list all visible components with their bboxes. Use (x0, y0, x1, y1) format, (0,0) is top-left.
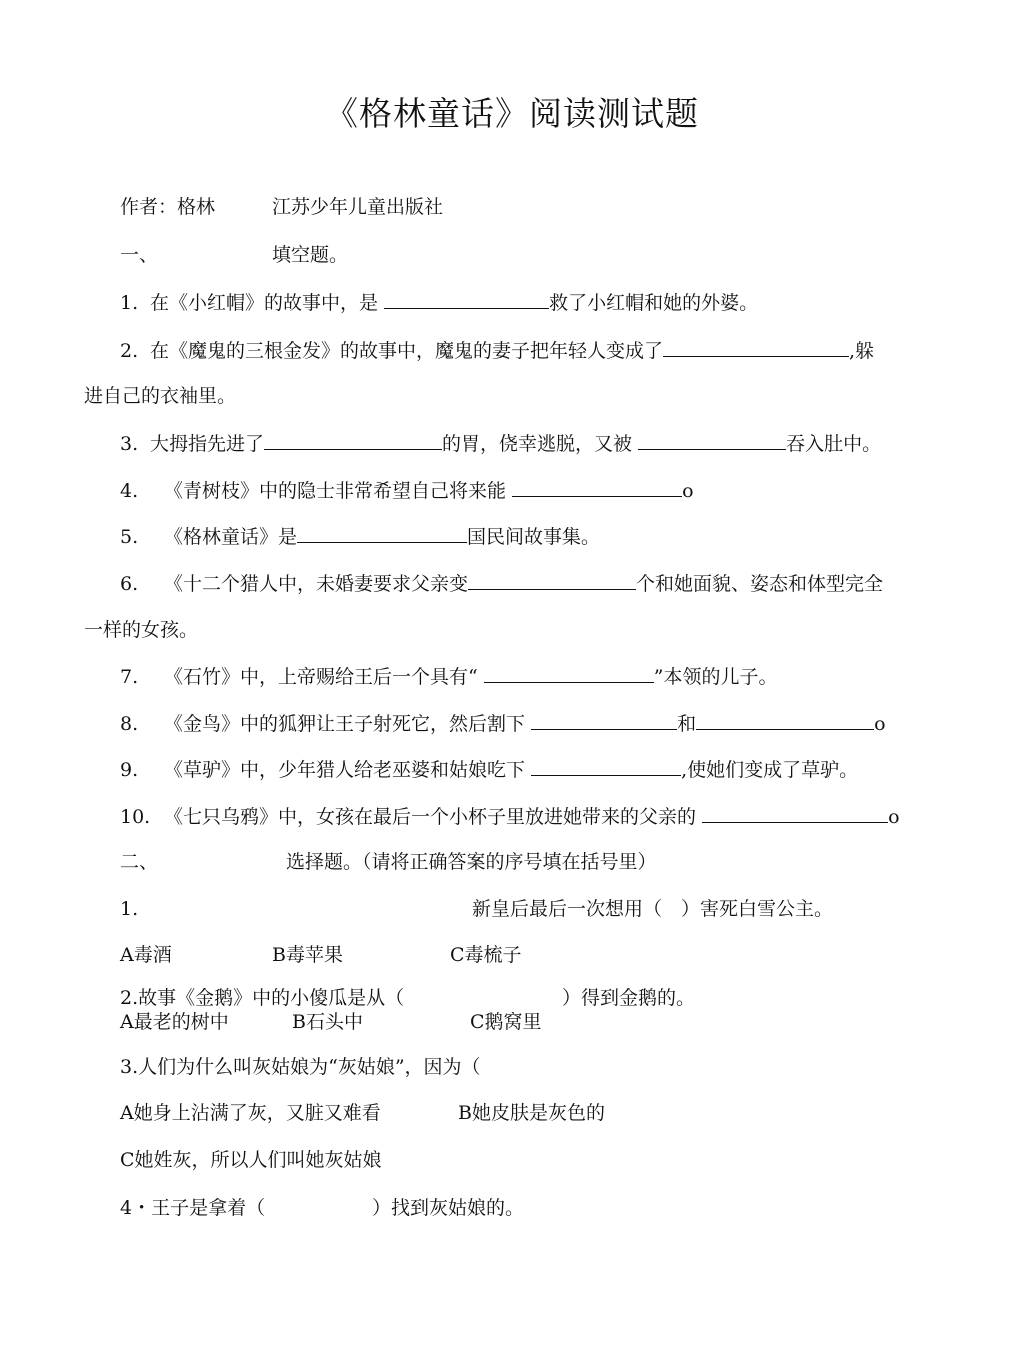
choice-option-b: B石头中 (292, 1011, 363, 1033)
choice-question-1-number: 1. (120, 898, 139, 920)
question-continuation: 一样的女孩。 (84, 619, 199, 641)
choice-question-2-text: 2.故事《金鹅》中的小傻瓜是从（ (120, 987, 405, 1009)
choice-question-4-text: 4・王子是拿着（ (120, 1197, 266, 1219)
question-text: o (874, 713, 886, 735)
question-text: 《石竹》中，上帝赐给王后一个具有“ (164, 666, 478, 688)
answer-blank[interactable] (512, 478, 682, 497)
question-text: 《十二个猎人中，未婚妻要求父亲变 (164, 573, 469, 595)
question-text: 《格林童话》是 (164, 526, 298, 548)
question-number: 6. (120, 573, 139, 595)
question-number: 9. (120, 759, 139, 781)
section-2-number: 二、 (120, 851, 159, 873)
answer-blank[interactable] (384, 290, 549, 309)
answer-blank[interactable] (531, 711, 677, 730)
section-2-title: 选择题。（请将正确答案的序号填在括号里） (286, 851, 657, 873)
question-number: 8. (120, 713, 139, 735)
question-text: ”本领的儿子。 (653, 666, 778, 688)
fill-question-4 (120, 478, 694, 503)
answer-blank[interactable] (702, 804, 888, 823)
question-text: 《七只乌鸦》中，女孩在最后一个小杯子里放进她带来的父亲的 (164, 806, 697, 828)
section-1-title: 填空题。 (272, 244, 349, 266)
fill-question-2 (120, 338, 874, 363)
author-label: 作者：格林 (120, 196, 216, 218)
publisher: 江苏少年儿童出版社 (272, 196, 444, 218)
question-text: o (888, 806, 900, 828)
choice-option-a: A最老的树中 (120, 1011, 229, 1033)
fill-question-1 (120, 290, 758, 315)
fill-question-10 (120, 804, 900, 829)
answer-blank[interactable] (696, 711, 874, 730)
question-number: 4. (120, 480, 139, 502)
question-number: 5. (120, 526, 139, 548)
page-title: 《格林童话》阅读测试题 (325, 94, 699, 133)
question-text: 大拇指先进了 (150, 433, 265, 455)
question-number: 10. (120, 806, 151, 828)
fill-question-9 (120, 757, 858, 782)
question-text: 个和她面貌、姿态和体型完全 (636, 573, 884, 595)
fill-question-6 (120, 571, 883, 596)
question-number: 1. (120, 292, 139, 314)
question-number: 3. (120, 433, 139, 455)
question-continuation: 进自己的衣袖里。 (84, 385, 237, 407)
question-text: 《金鸟》中的狐狎让王子射死它，然后割下 (164, 713, 526, 735)
question-text: 在《小红帽》的故事中，是 (150, 292, 379, 314)
choice-option-a: A她身上沾满了灰，又脏又难看 (120, 1102, 381, 1124)
question-text: 的胃，侥幸逃脱，又被 (442, 433, 633, 455)
answer-blank[interactable] (663, 338, 849, 357)
choice-option-c: C她姓灰，所以人们叫她灰姑娘 (120, 1149, 382, 1171)
question-text: 国民间故事集。 (467, 526, 601, 548)
question-text: 在《魔鬼的三根金发》的故事中，魔鬼的妻子把年轻人变成了 (150, 340, 664, 362)
choice-question-1-text: 新皇后最后一次想用（ ）害死白雪公主。 (472, 898, 834, 920)
choice-option-a: A毒酒 (120, 944, 172, 966)
answer-blank[interactable] (468, 571, 636, 590)
choice-question-3-text: 3.人们为什么叫灰姑娘为“灰姑娘”，因为（ (120, 1056, 481, 1078)
choice-option-b: B她皮肤是灰色的 (458, 1102, 605, 1124)
fill-question-3 (120, 431, 881, 456)
question-text: 吞入肚中。 (786, 433, 882, 455)
question-text: o (682, 480, 694, 502)
question-text: ,躲 (849, 340, 875, 362)
question-text: 救了小红帽和她的外婆。 (549, 292, 759, 314)
answer-blank[interactable] (484, 664, 654, 683)
question-text: 和 (677, 713, 697, 735)
question-text: ,使她们变成了草驴。 (681, 759, 859, 781)
fill-question-5 (120, 524, 600, 549)
fill-question-8 (120, 711, 886, 736)
question-number: 2. (120, 340, 139, 362)
answer-blank[interactable] (531, 757, 681, 776)
question-text: 《青树枝》中的隐士非常希望自己将来能 (164, 480, 507, 502)
choice-option-b: B毒苹果 (272, 944, 343, 966)
answer-blank[interactable] (264, 431, 442, 450)
question-text: 《草驴》中，少年猎人给老巫婆和姑娘吃下 (164, 759, 526, 781)
section-1-number: 一、 (120, 244, 159, 266)
answer-blank[interactable] (638, 431, 786, 450)
choice-option-c: C鹅窝里 (470, 1011, 542, 1033)
choice-question-4-text-end: ）找到灰姑娘的。 (372, 1197, 525, 1219)
answer-blank[interactable] (297, 524, 467, 543)
choice-question-2-text-end: ）得到金鹅的。 (562, 987, 696, 1009)
question-number: 7. (120, 666, 139, 688)
choice-option-c: C毒梳子 (450, 944, 522, 966)
fill-question-7 (120, 664, 777, 689)
